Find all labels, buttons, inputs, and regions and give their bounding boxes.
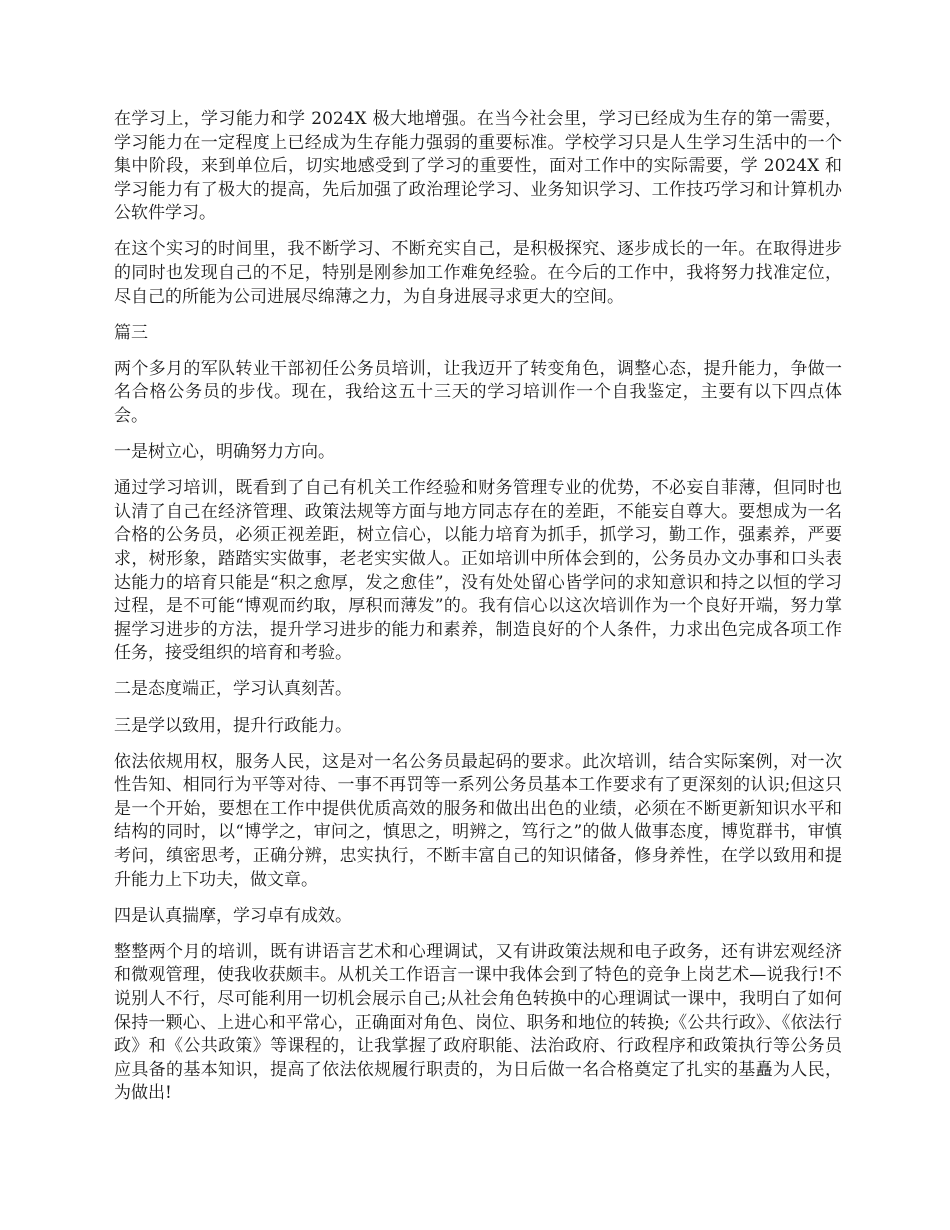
paragraph-point-four: 整整两个月的培训，既有讲语言艺术和心理调试，又有讲政策法规和电子政务，还有讲宏观经济和微观管理，使我收获颇丰。从机关工作语言一课中我体会到了特色的竞争上岗艺术—说我行!不说别人不行，尽可能利用一切机会展示自己;从社会角色转换中的心理调试一课中，我明白了如何保持一颗心、上进心和平常心，正确面对角色、岗位、职务和地位的转换;《公共行政》、《依法行政》和《公共政策》等课程的，让我掌握了政府职能、法治政府、行政程序和政策执行等公务员应具备的基本知识，提高了依法依规履行职责的，为日后做一名合格奠定了扎实的基矗为人民，为做出! (114, 941, 842, 1104)
document-body (114, 108, 842, 1118)
paragraph-point-one: 通过学习培训，既看到了自己有机关工作经验和财务管理专业的优势，不必妄自菲薄，但同时也认清了自己在经济管理、政策法规等方面与地方同志存在的差距，不能妄自尊大。要想成为一名合格的公务员，必须正视差距，树立信心，以能力培育为抓手，抓学习，勤工作，强素养，严要求，树形象，踏踏实实做事，老老实实做人。正如培训中所体会到的，公务员办文办事和口头表达能力的培育只能是“积之愈厚，发之愈佳”，没有处处留心皆学问的求知意识和持之以恒的学习过程，是不可能“博观而约取，厚积而薄发”的。我有信心以这次培训作为一个良好开端，努力掌握学习进步的方法，提升学习进步的能力和素养，制造良好的个人条件，力求出色完成各项工作任务，接受组织的培育和考验。 (114, 478, 842, 664)
section-heading-part-three: 篇三 (114, 322, 148, 343)
paragraph-study-ability: 在学习上，学习能力和学 2024X 极大地增强。在当今社会里，学习已经成为生存的第一需要，学习能力在一定程度上已经成为生存能力强弱的重要标准。学校学习只是人生学习生活中的一个集中阶段，来到单位后，切实地感受到了学习的重要性，面对工作中的实际需要，学 2024X 和学习能力有了极大的提高，先后加强了政治理论学习、业务知识学习、工作技巧学习和计算机办公软件学习。 (114, 109, 842, 224)
paragraph-training-intro: 两个多月的军队转业干部初任公务员培训，让我迈开了转变角色，调整心态，提升能力，争做一名合格公务员的步伐。现在，我给这五十三天的学习培训作一个自我鉴定，主要有以下四点体会。 (114, 358, 842, 427)
point-one-heading: 一是树立心，明确努力方向。 (114, 442, 335, 463)
paragraph-point-three: 依法依规用权，服务人民，这是对一名公务员最起码的要求。此次培训，结合实际案例，对一次性告知、相同行为平等对待、一事不再罚等一系列公务员基本工作要求有了更深刻的认识;但这只是一个开始，要想在工作中提供优质高效的服务和做出出色的业绩，必须在不断更新知识水平和结构的同时，以“博学之，审问之，慎思之，明辨之，笃行之”的做人做事态度，博览群书，审慎考问，缜密思考，正确分辨，忠实执行，不断丰富自己的知识储备，修身养性，在学以致用和提升能力上下功夫，做文章。 (114, 751, 842, 890)
paragraph-internship-reflection: 在这个实习的时间里，我不断学习、不断充实自己，是积极探究、逐步成长的一年。在取得进步的同时也发现自己的不足，特别是刚参加工作难免经验。在今后的工作中，我将努力找准定位，尽自己的所能为公司进展尽绵薄之力，为自身进展寻求更大的空间。 (114, 239, 842, 307)
point-four-heading: 四是认真揣摩，学习卓有成效。 (114, 905, 352, 926)
point-two-heading: 二是态度端正，学习认真刻苦。 (114, 679, 352, 700)
point-three-heading: 三是学以致用，提升行政能力。 (114, 715, 352, 736)
